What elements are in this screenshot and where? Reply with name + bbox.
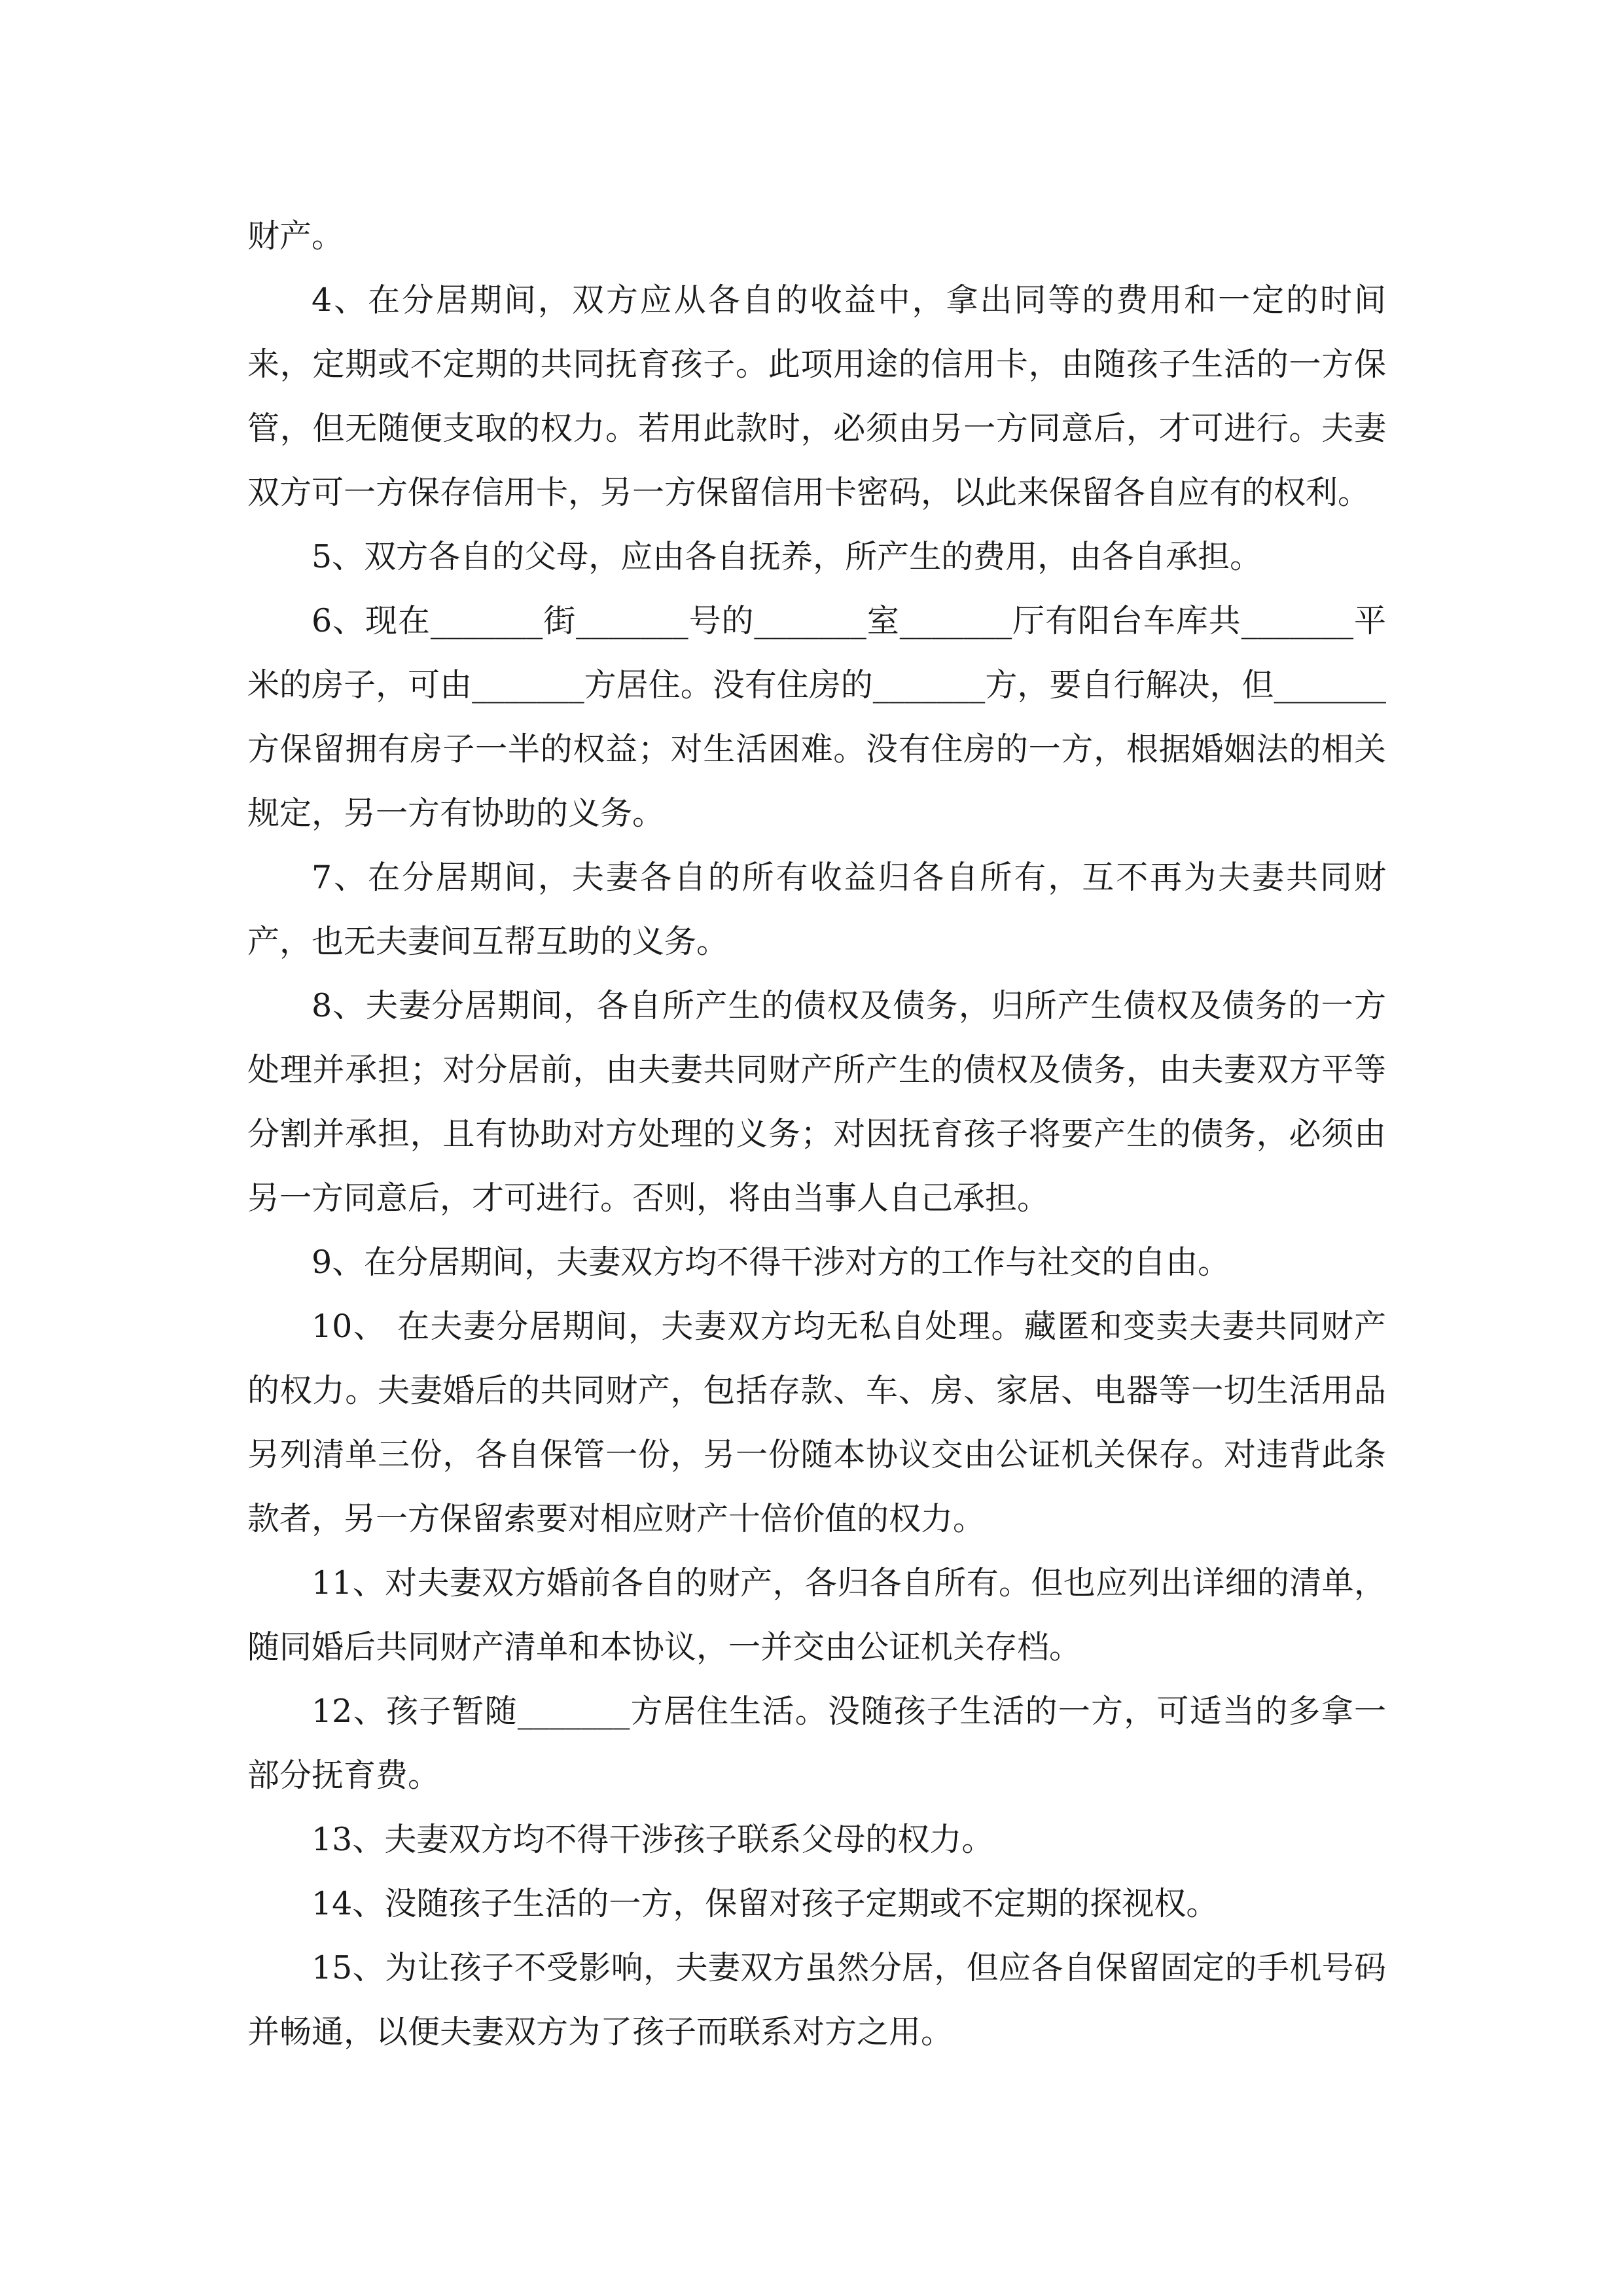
clause-5: 5、双方各自的父母，应由各自抚养，所产生的费用，由各自承担。 (312, 538, 1262, 575)
clause-4: 4、在分居期间，双方应从各自的收益中，拿出同等的费用和一定的时间来，定期或不定期的共同抚育孩子。此项用途的信用卡，由随孩子生活的一方保管，但无随便支取的权力。若用此款时，必须由另一方同意后，才可进行。夫妻双方可一方保存信用卡，另一方保留信用卡密码，以此来保留各自应有的权利。 (247, 281, 1386, 511)
clause-9: 9、在分居期间，夫妻双方均不得干涉对方的工作与社交的自由。 (312, 1244, 1230, 1281)
clause-15: 15、为让孩子不受影响，夫妻双方虽然分居，但应各自保留固定的手机号码并畅通，以便夫妻双方为了孩子而联系对方之用。 (247, 1949, 1386, 2051)
clause-12: 12、孩子暂随_______方居住生活。没随孩子生活的一方，可适当的多拿一部分抚育费。 (247, 1693, 1386, 1794)
document-body (247, 204, 1386, 2064)
clause-11: 11、对夫妻双方婚前各自的财产，各归各自所有。但也应列出详细的清单，随同婚后共同财产清单和本协议，一并交由公证机关存档。 (247, 1564, 1386, 1666)
paragraph-continuation: 财产。 (247, 217, 344, 255)
clause-8: 8、夫妻分居期间，各自所产生的债权及债务，归所产生债权及债务的一方处理并承担；对分居前，由夫妻共同财产所产生的债权及债务，由夫妻双方平等分割并承担，且有协助对方处理的义务；对因抚育孩子将要产生的债务，必须由另一方同意后，才可进行。否则，将由当事人自己承担。 (247, 987, 1386, 1217)
clause-7: 7、在分居期间，夫妻各自的所有收益归各自所有，互不再为夫妻共同财产，也无夫妻间互帮互助的义务。 (247, 859, 1386, 960)
clause-14: 14、没随孩子生活的一方，保留对孩子定期或不定期的探视权。 (312, 1885, 1219, 1922)
clause-10: 10、 在夫妻分居期间，夫妻双方均无私自处理。藏匿和变卖夫妻共同财产的权力。夫妻婚后的共同财产，包括存款、车、房、家居、电器等一切生活用品另列清单三份，各自保管一份，另一份随本协议交由公证机关保存。对违背此条款者，另一方保留索要对相应财产十倍价值的权力。 (247, 1308, 1386, 1537)
clause-13: 13、夫妻双方均不得干涉孩子联系父母的权力。 (312, 1821, 994, 1858)
clause-6: 6、现在_______街_______号的_______室_______厅有阳台车库共_______平米的房子，可由_______方居住。没有住房的_______方，要自行解决，但_______方保留拥有房子一半的权益；对生活困难。没有住房的一方，根据婚姻法的相关规定，另一方有协助的义务。 (247, 602, 1386, 832)
